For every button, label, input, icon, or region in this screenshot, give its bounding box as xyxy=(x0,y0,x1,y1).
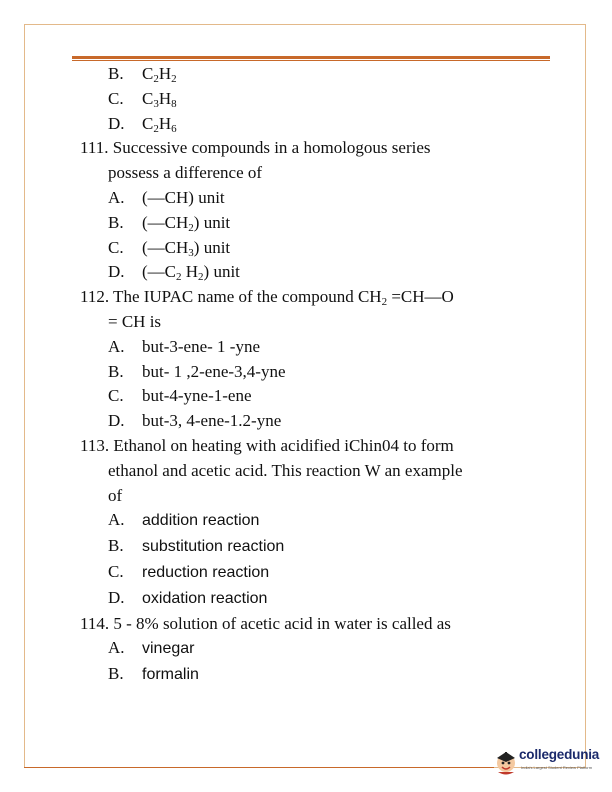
q111-text-cont: possess a difference of xyxy=(108,163,263,183)
q114-option-b: B. formalin xyxy=(108,664,199,684)
top-rule-thin xyxy=(72,60,550,61)
logo-wordmark: collegedunia xyxy=(519,747,600,762)
q114-text: 114. 5 - 8% solution of acetic acid in water is called as xyxy=(80,613,451,633)
q110-option-c: C. $C_3H_8$ xyxy=(108,88,177,110)
q113-option-b: B. substitution reaction xyxy=(108,536,285,556)
q112-option-a: A. but-3-ene- 1 -yne xyxy=(108,336,261,356)
q112-option-b: B. but- 1 ,2-ene-3,4-yne xyxy=(108,361,286,381)
top-rule xyxy=(72,56,550,59)
q113-text: 113. Ethanol on heating with acidified iChin04 to form xyxy=(80,435,454,455)
mascot-icon xyxy=(493,746,519,776)
q110-option-b: B. $C_2H_2$ xyxy=(108,64,177,85)
q113-option-c: C. reduction reaction xyxy=(108,561,270,581)
q112-option-d: D. but-3, 4-ene-1.2-yne xyxy=(108,411,282,431)
q111-option-c: C. $(—CH_3)$ unit xyxy=(108,237,231,259)
question-content xyxy=(80,62,540,688)
q110-option-d: D. $C_2H_6$ xyxy=(108,113,177,135)
q112-text: 112. The IUPAC name of the compound $CH_2$ =CH—O xyxy=(80,287,454,309)
q112-text-cont: = CH is xyxy=(108,311,162,331)
q111-option-b: B. $(—CH_2)$ unit xyxy=(108,212,231,234)
logo-tagline: India's Largest Student Review Platform xyxy=(521,765,593,770)
q111-text: 111. Successive compounds in a homologous series xyxy=(80,138,431,158)
q113-text-cont: ethanol and acetic acid. This reaction W an example xyxy=(108,460,463,480)
bottom-rule xyxy=(24,767,494,768)
collegedunia-logo xyxy=(493,744,605,780)
q112-option-c: C. but-4-yne-1-ene xyxy=(108,386,252,406)
q113-option-d: D. oxidation reaction xyxy=(108,587,268,607)
q111-option-d: D. ($—C_2$ $H_2$) unit xyxy=(108,262,240,284)
q113-text-cont2: of xyxy=(108,485,123,505)
q113-option-a: A. addition reaction xyxy=(108,510,260,530)
q114-option-a: A. vinegar xyxy=(108,638,195,658)
q111-option-a: A. (—CH) unit xyxy=(108,187,225,207)
